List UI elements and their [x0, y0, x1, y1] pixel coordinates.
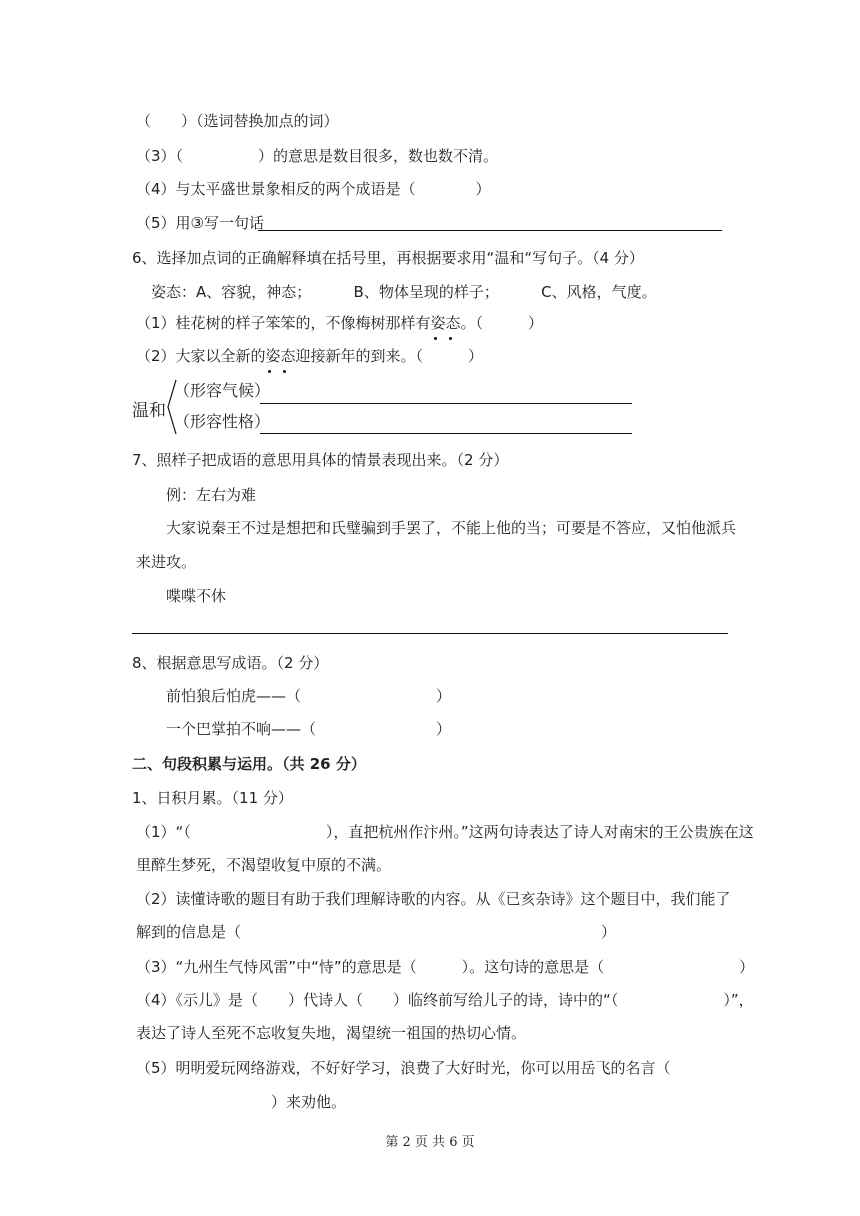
- line-q5-5: （5）用③写一句话: [136, 214, 264, 232]
- q7-paragraph-2: 来进攻。: [136, 553, 197, 571]
- s2-q1-item-1a: （1）“（ ），直把杭州作汴州。”这两句诗表达了诗人对南宋的王公贵族在这: [136, 823, 754, 841]
- warm-option-climate: （形容气候）: [174, 381, 271, 400]
- s2-q1-item-5a: （5）明明爱玩网络游戏，不好好学习，浪费了大好时光，你可以用岳飞的名言（: [136, 1059, 671, 1077]
- q6-item-1: （1）桂花树的样子笨笨的，不像梅树那样有姿态。（ ）: [136, 314, 544, 332]
- warm-option-character: （形容性格）: [174, 412, 271, 431]
- emphasis-dot: [283, 370, 286, 373]
- answer-line: [132, 633, 728, 634]
- q8-item-1: 前怕狼后怕虎——（ ）: [136, 687, 452, 705]
- q7-example: 例：左右为难: [136, 486, 257, 504]
- line-q5-3: （3）（ ）的意思是数目很多，数也数不清。: [136, 147, 499, 165]
- emphasis-dot: [434, 337, 437, 340]
- s2-q1-item-3: （3）“九州生气恃风雷”中“恃”的意思是（ ）。这句诗的意思是（ ）: [136, 958, 755, 976]
- q7-idiom: 喋喋不休: [136, 587, 227, 605]
- q6-item-2: （2）大家以全新的姿态迎接新年的到来。（ ）: [136, 347, 484, 365]
- emphasis-dot: [268, 370, 271, 373]
- section-2-heading: 二、句段积累与运用。（共 26 分）: [132, 755, 366, 773]
- s2-q1-item-1b: 里醉生梦死，不渴望收复中原的不满。: [136, 856, 392, 874]
- s2-question-1: 1、日积月累。（11 分）: [132, 789, 293, 807]
- question-8: 8、根据意思写成语。（2 分）: [132, 654, 329, 672]
- q8-item-2: 一个巴掌拍不响——（ ）: [136, 720, 452, 738]
- warm-label: 温和: [132, 401, 166, 421]
- emphasis-dot: [449, 337, 452, 340]
- q6-options: 姿态：A、容貌，神态； B、物体呈现的样子； C、风格，气度。: [136, 283, 657, 301]
- s2-q1-item-4a: （4）《示儿》是（ ）代诗人（ ）临终前写给儿子的诗，诗中的“（ ）”，: [136, 991, 754, 1009]
- q7-paragraph-1: 大家说秦王不过是想把和氏璧骗到手罢了，不能上他的当；可要是不答应，又怕他派兵: [136, 519, 737, 537]
- s2-q1-item-5b: ）来劝他。: [136, 1093, 347, 1111]
- s2-q1-item-4b: 表达了诗人至死不忘收复失地，渴望统一祖国的热切心情。: [136, 1024, 527, 1042]
- question-6: 6、选择加点词的正确解释填在括号里，再根据要求用“温和“写句子。（4 分）: [132, 249, 644, 267]
- answer-line: [258, 230, 722, 231]
- question-7: 7、照样子把成语的意思用具体的情景表现出来。（2 分）: [132, 451, 509, 469]
- s2-q1-item-2b: 解到的信息是（ ）: [136, 923, 617, 941]
- answer-line: [260, 403, 632, 404]
- s2-q1-item-2a: （2）读懂诗歌的题目有助于我们理解诗歌的内容。从《已亥杂诗》这个题目中，我们能了: [136, 890, 731, 908]
- line-choose-word: （ ）（选词替换加点的词）: [136, 112, 339, 130]
- line-q5-4: （4）与太平盛世景象相反的两个成语是（ ）: [136, 180, 491, 198]
- answer-line: [260, 433, 632, 434]
- page-footer: 第 2 页 共 6 页: [385, 1135, 475, 1150]
